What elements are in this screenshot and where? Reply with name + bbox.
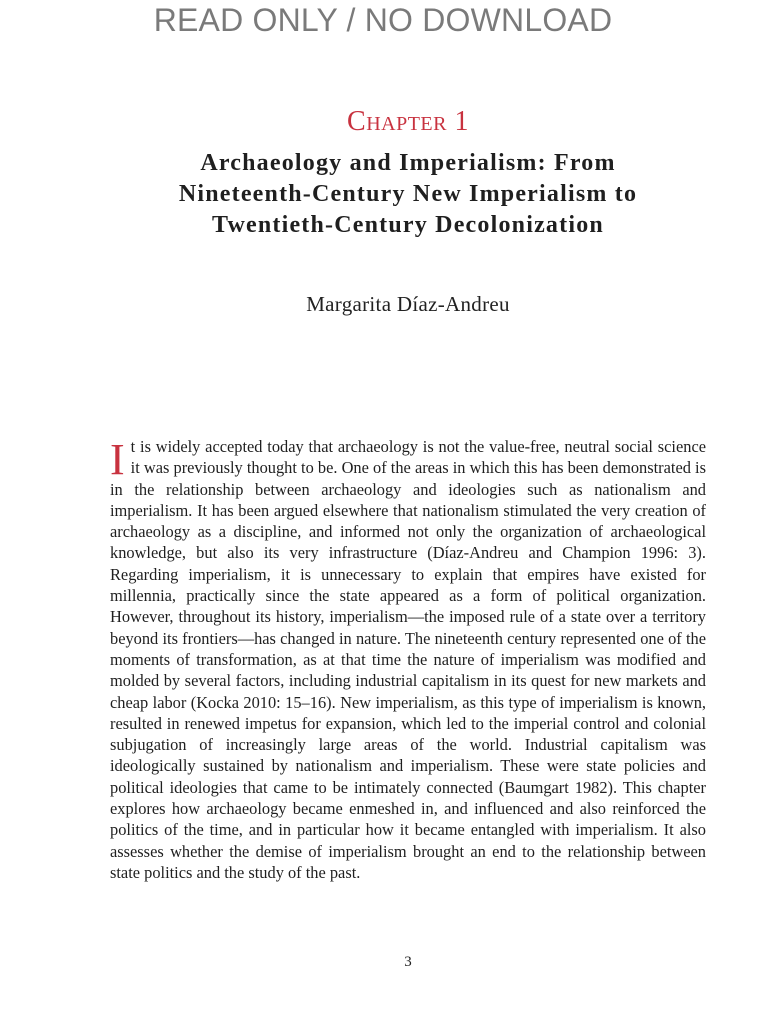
- page-number: 3: [404, 954, 412, 970]
- body-paragraph: t is widely accepted today that archaeology is not the value-free, neutral social science it was previously thought to be. One of the areas in which this has been demonstrated is in the relationship between archaeology and ideologies such as nationalism and imperialism. It has been argued elsewhere that nationalism stimulated the very creation of archaeology as a discipline, and informed not only the organization of archaeological knowledge, but also its very infrastructure (Díaz-Andreu and Champion 1996: 3). Regarding imperialism, it is unnecessary to explain that empires have existed for millennia, practically since the state appeared as a form of political organization. However, throughout its history, imperialism—the imposed rule of a state over a territory beyond its frontiers—has changed in nature. The nineteenth century represented one of the moments of transformation, as at that time the nature of imperialism was modified and molded by several factors, including industrial capitalism in its quest for new markets and cheap labor (Kocka 2010: 15–16). New imperialism, as this type of imperialism is known, resulted in renewed impetus for expansion, which led to the imperial control and colonial subjugation of increasingly large areas of the world. Industrial capitalism was ideologically sustained by nationalism and imperialism. These were state policies and political ideologies that came to be intimately connected (Baumgart 1982). This chapter explores how archaeology became enmeshed in, and influenced and also reinforced the politics of the time, and in particular how it became entangled with imperialism. It also assesses whether the demise of imperialism brought an end to the relationship between state politics and the study of the past.: [110, 437, 706, 882]
- chapter-label: Chapter 1: [347, 106, 469, 137]
- chapter-title: Archaeology and Imperialism: From Nineteenth-Century New Imperialism to Twentieth-Century Decolonization: [178, 150, 638, 238]
- body-paragraph-container: [110, 436, 706, 883]
- drop-cap: I: [110, 435, 125, 484]
- watermark-banner: READ ONLY / NO DOWNLOAD: [153, 2, 613, 38]
- author-name: Margarita Díaz-Andreu: [306, 292, 510, 316]
